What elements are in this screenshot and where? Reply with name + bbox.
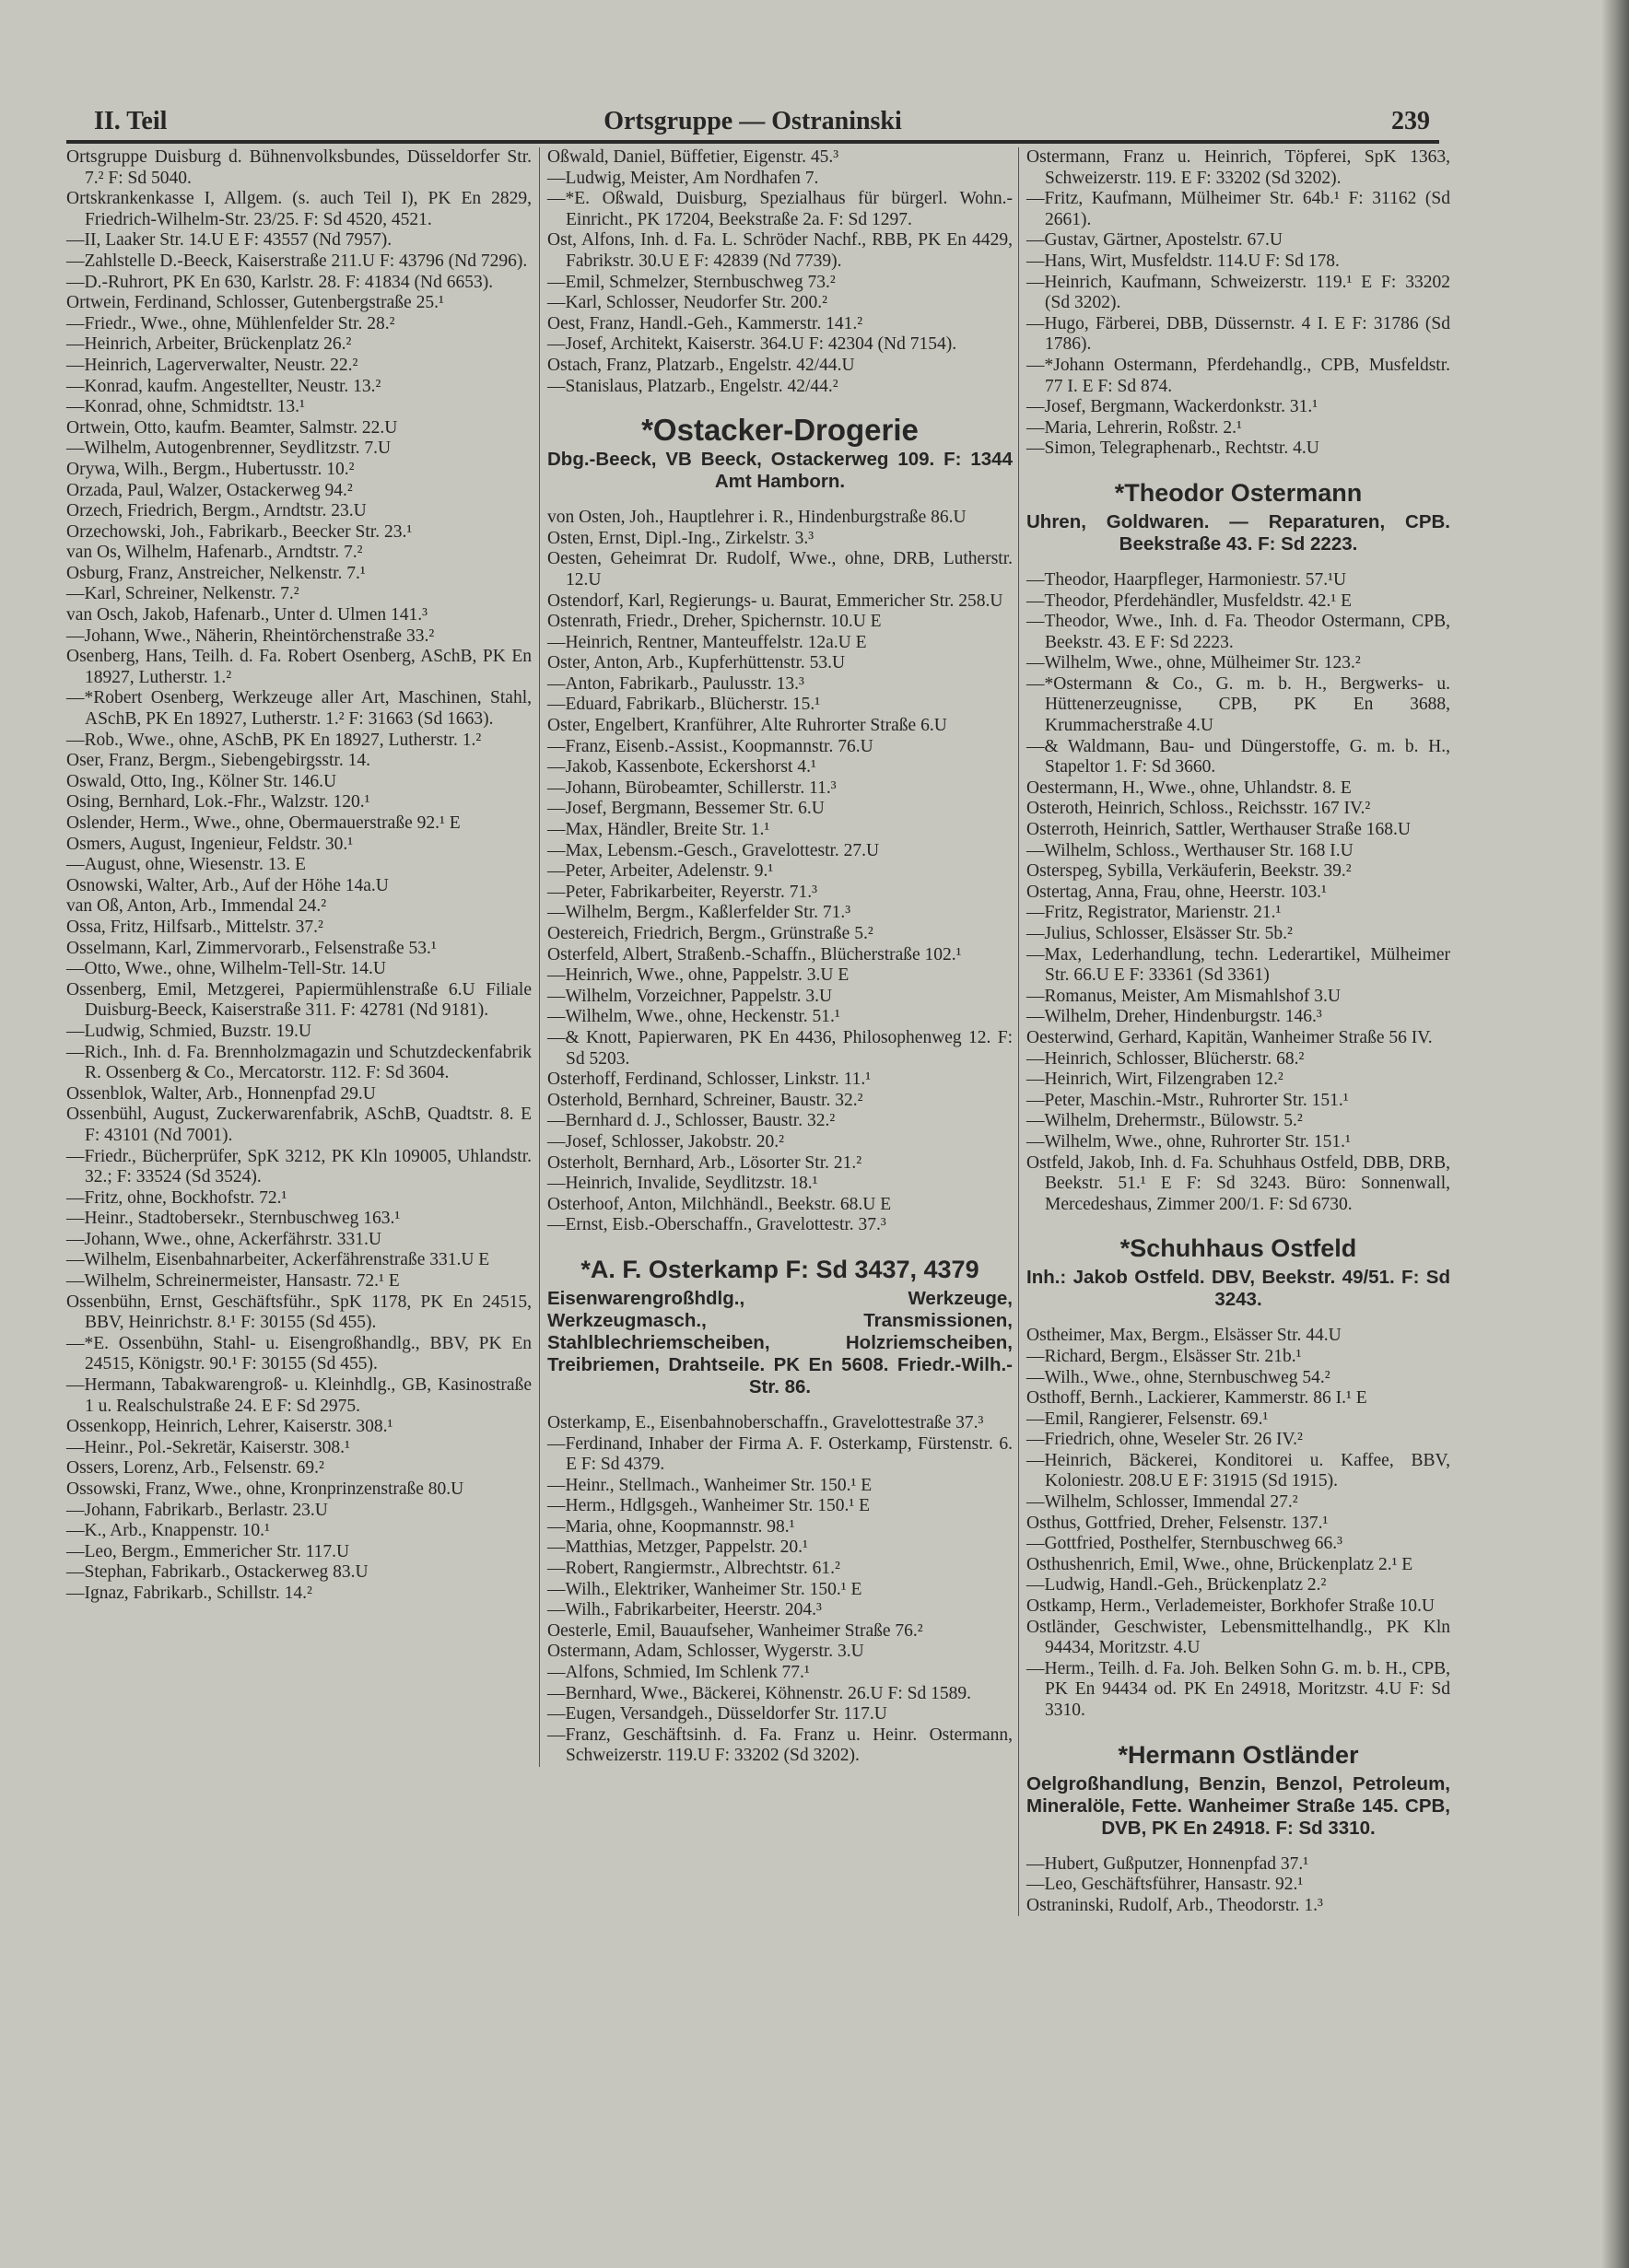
ad-body: Eisenwarengroßhdlg., Werkzeuge, Werkzeugmasch., Transmissionen, Stahlblechriemscheiben, Holzriemscheiben, Treibriemen, Drahtseile. PK En 5608. Friedr.-Wilh.-Str. 86. (547, 1287, 1013, 1397)
directory-entry: —Bernhard, Wwe., Bäckerei, Köhnenstr. 26.U F: Sd 1589. (547, 1683, 971, 1703)
directory-entry: —Wilh., Fabrikarbeiter, Heerstr. 204.³ (547, 1600, 822, 1620)
directory-entry: —Maria, ohne, Koopmannstr. 98.¹ (547, 1516, 795, 1537)
directory-entry: Osburg, Franz, Anstreicher, Nelkenstr. 7.¹ (66, 563, 366, 583)
directory-entry: —Rob., Wwe., ohne, ASchB, PK En 18927, Lutherstr. 1.² (66, 730, 482, 750)
directory-entry: —Wilh., Elektriker, Wanheimer Str. 150.¹ E (547, 1579, 862, 1599)
directory-entry: —Josef, Bergmann, Wackerdonkstr. 31.¹ (1026, 397, 1318, 417)
advertisement (1026, 1736, 1450, 1840)
directory-entry: —Zahlstelle D.-Beeck, Kaiserstraße 211.U F: 43796 (Nd 7296). (66, 251, 528, 271)
directory-entry: Ost, Alfons, Inh. d. Fa. L. Schröder Nachf., RBB, PK En 4429, Fabrikstr. 30.U E F: 42839 (Nd 7739). (547, 230, 1013, 271)
directory-entry: —Johann, Bürobeamter, Schillerstr. 11.³ (547, 777, 837, 798)
directory-entry: —Friedrich, ohne, Weseler Str. 26 IV.² (1026, 1430, 1303, 1450)
directory-entry: Oster, Anton, Arb., Kupferhüttenstr. 53.U (547, 653, 846, 673)
directory-entry: Orzech, Friedrich, Bergm., Arndtstr. 23.U (66, 501, 367, 521)
directory-entry: Osten, Ernst, Dipl.-Ing., Zirkelstr. 3.³ (547, 528, 814, 548)
directory-entry: —Wilhelm, Bergm., Kaßlerfelder Str. 71.³ (547, 903, 851, 923)
directory-entry: Ostraninski, Rudolf, Arb., Theodorstr. 1.³ (1026, 1895, 1323, 1915)
directory-entry: Osteroth, Heinrich, Schloss., Reichsstr. 167 IV.² (1026, 799, 1371, 819)
directory-entry: Orzechowski, Joh., Fabrikarb., Beecker Str. 23.¹ (66, 521, 413, 542)
directory-entry: —Franz, Geschäftsinh. d. Fa. Franz u. Heinr. Ostermann, Schweizerstr. 119.U F: 33202 (Sd 3202). (547, 1724, 1013, 1766)
directory-entry: Ostkamp, Herm., Verlademeister, Borkhofer Straße 10.U (1026, 1596, 1435, 1617)
directory-entry: —Josef, Architekt, Kaiserstr. 364.U F: 42304 (Nd 7154). (547, 334, 957, 355)
ad-body: Uhren, Goldwaren. — Reparaturen, CPB. Beekstraße 43. F: Sd 2223. (1026, 510, 1450, 555)
directory-entry: —Maria, Lehrerin, Roßstr. 2.¹ (1026, 417, 1242, 438)
advertisement (547, 1251, 1013, 1398)
directory-entry: —Herm., Teilh. d. Fa. Joh. Belken Sohn G. m. b. H., CPB, PK En 94434 od. PK En 24918, Moritzstr. 4.U F: Sd 3310. (1026, 1658, 1450, 1720)
directory-entry: —Bernhard d. J., Schlosser, Baustr. 32.² (547, 1111, 836, 1131)
directory-entry: Oster, Engelbert, Kranführer, Alte Ruhrorter Straße 6.U (547, 716, 947, 736)
directory-entry: —Hugo, Färberei, DBB, Düssernstr. 4 I. E F: 31786 (Sd 1786). (1026, 313, 1450, 355)
directory-entry: —Heinrich, Bäckerei, Konditorei u. Kaffee, BBV, Koloniestr. 208.U E F: 31915 (Sd 1915). (1026, 1450, 1450, 1491)
advertisement (547, 412, 1013, 493)
directory-entry: —Karl, Schlosser, Neudorfer Str. 200.² (547, 293, 828, 313)
directory-entry: Oßwald, Daniel, Büffetier, Eigenstr. 45.³ (547, 147, 839, 167)
directory-entry: —Fritz, ohne, Bockhofstr. 72.¹ (66, 1187, 287, 1208)
ad-title: *A. F. Osterkamp F: Sd 3437, 4379 (580, 1255, 979, 1283)
directory-entry: —*E. Ossenbühn, Stahl- u. Eisengroßhandlg., BBV, PK En 24515, Königstr. 90.¹ F: 30155 (Sd 455). (66, 1333, 532, 1374)
directory-entry: van Osch, Jakob, Hafenarb., Unter d. Ulmen 141.³ (66, 605, 428, 625)
ad-body: Oelgroßhandlung, Benzin, Benzol, Petroleum, Mineralöle, Fette. Wanheimer Straße 145. CPB, DVB, PK En 24918. F: Sd 3310. (1026, 1772, 1450, 1839)
directory-entry: Ossenblok, Walter, Arb., Honnenpfad 29.U (66, 1083, 376, 1104)
directory-entry: Osterkamp, E., Eisenbahnoberschaffn., Gravelottestraße 37.³ (547, 1412, 984, 1432)
directory-entry: —Heinrich, Arbeiter, Brückenplatz 26.² (66, 334, 352, 355)
directory-entry: Oser, Franz, Bergm., Siebengebirgsstr. 14. (66, 751, 370, 771)
directory-entry: —Hans, Wirt, Musfeldstr. 114.U F: Sd 178. (1026, 251, 1340, 271)
directory-entry: —Friedr., Bücherprüfer, SpK 3212, PK Kln 109005, Uhlandstr. 32.; F: 33524 (Sd 3524). (66, 1146, 532, 1187)
directory-entry: —Emil, Rangierer, Felsenstr. 69.¹ (1026, 1409, 1269, 1429)
directory-entry: —Heinrich, Kaufmann, Schweizerstr. 119.¹ E F: 33202 (Sd 3202). (1026, 272, 1450, 313)
directory-entry: Ossa, Fritz, Hilfsarb., Mittelstr. 37.² (66, 917, 323, 937)
directory-entry: Osing, Bernhard, Lok.-Fhr., Walzstr. 120.¹ (66, 792, 370, 813)
directory-entry: —Ernst, Eisb.-Oberschaffn., Gravelottestr. 37.³ (547, 1215, 886, 1235)
directory-entry: Oesten, Geheimrat Dr. Rudolf, Wwe., ohne, DRB, Lutherstr. 12.U (547, 549, 1013, 590)
directory-entry: Osterhoof, Anton, Milchhändl., Beekstr. 68.U E (547, 1194, 892, 1214)
directory-entry: von Osten, Joh., Hauptlehrer i. R., Hindenburgstraße 86.U (547, 508, 967, 528)
directory-entry: —Konrad, ohne, Schmidtstr. 13.¹ (66, 397, 305, 417)
directory-entry: —Wilh., Wwe., ohne, Sternbuschweg 54.² (1026, 1367, 1330, 1387)
directory-entry: —Hubert, Gußputzer, Honnenpfad 37.¹ (1026, 1853, 1309, 1874)
directory-entry: —Wilhelm, Schloss., Werthauser Str. 168 I.U (1026, 840, 1354, 860)
directory-entry: —Wilhelm, Wwe., ohne, Heckenstr. 51.¹ (547, 1007, 840, 1027)
directory-entry: Ossenbühn, Ernst, Geschäftsführ., SpK 1178, PK En 24515, BBV, Heinrichstr. 8.¹ F: 30155 (Sd 455). (66, 1292, 532, 1333)
directory-entry: —Heinr., Stellmach., Wanheimer Str. 150.¹ E (547, 1475, 873, 1495)
directory-entry: Orywa, Wilh., Bergm., Hubertusstr. 10.² (66, 459, 355, 479)
section-label: II. Teil (94, 107, 168, 135)
ad-title: *Schuhhaus Ostfeld (1119, 1234, 1357, 1263)
directory-entry: —Romanus, Meister, Am Mismahlshof 3.U (1026, 986, 1342, 1006)
directory-entry: —Josef, Bergmann, Bessemer Str. 6.U (547, 799, 825, 819)
directory-entry: —Wilhelm, Wwe., ohne, Mülheimer Str. 123.² (1026, 653, 1361, 673)
directory-entry: Oest, Franz, Handl.-Geh., Kammerstr. 141.² (547, 313, 863, 333)
directory-entry: —Otto, Wwe., ohne, Wilhelm-Tell-Str. 14.U (66, 959, 387, 979)
directory-entry: —Richard, Bergm., Elsässer Str. 21b.¹ (1026, 1346, 1302, 1366)
directory-entry: —Julius, Schlosser, Elsässer Str. 5b.² (1026, 924, 1293, 943)
directory-entry: —Rich., Inh. d. Fa. Brennholzmagazin und Schutzdeckenfabrik R. Ossenberg & Co., Mercatorstr. 112. F: Sd 3604. (66, 1042, 532, 1083)
directory-entry: Ortwein, Otto, kaufm. Beamter, Salmstr. 22.U (66, 417, 398, 438)
ad-body: Dbg.-Beeck, VB Beeck, Ostackerweg 109. F: 1344 Amt Hamborn. (547, 449, 1013, 493)
directory-entry: —Theodor, Wwe., Inh. d. Fa. Theodor Ostermann, CPB, Beekstr. 43. E F: Sd 2223. (1026, 612, 1450, 652)
directory-entry: —Eugen, Versandgeh., Düsseldorfer Str. 117.U (547, 1704, 887, 1724)
directory-entry: —Heinrich, Wwe., ohne, Pappelstr. 3.U E (547, 965, 850, 986)
directory-entry: Osthushenrich, Emil, Wwe., ohne, Brückenplatz 2.¹ E (1026, 1554, 1413, 1574)
directory-entry: —Heinrich, Rentner, Manteuffelstr. 12a.U E (547, 632, 867, 652)
directory-entry: —& Knott, Papierwaren, PK En 4436, Philosophenweg 12. F: Sd 5203. (547, 1027, 1013, 1069)
directory-entry: Ossenkopp, Heinrich, Lehrer, Kaiserstr. 308.¹ (66, 1417, 393, 1437)
directory-entry: van Oß, Anton, Arb., Immendal 24.² (66, 896, 327, 917)
directory-entry: Ostenrath, Friedr., Dreher, Spichernstr. 10.U E (547, 612, 882, 632)
directory-entry: Osterspeg, Sybilla, Verkäuferin, Beekstr. 39.² (1026, 861, 1352, 882)
directory-entry: Osthoff, Bernh., Lackierer, Kammerstr. 86 I.¹ E (1026, 1388, 1367, 1409)
directory-entry: —Leo, Geschäftsführer, Hansastr. 92.¹ (1026, 1875, 1304, 1895)
directory-entry: Ortskrankenkasse I, Allgem. (s. auch Teil I), PK En 2829, Friedrich-Wilhelm-Str. 23/25. F: Sd 4520, 4521. (66, 189, 532, 229)
directory-entry: Ossenbühl, August, Zuckerwarenfabrik, ASchB, Quadtstr. 8. E F: 43101 (Nd 7001). (66, 1105, 532, 1145)
directory-entry: Oslender, Herm., Wwe., ohne, Obermauerstraße 92.¹ E (66, 813, 461, 833)
directory-entry: Oswald, Otto, Ing., Kölner Str. 146.U (66, 771, 337, 791)
directory-entry: Ostländer, Geschwister, Lebensmittelhandlg., PK Kln 94434, Moritzstr. 4.U (1026, 1617, 1450, 1658)
directory-entry: Ostermann, Franz u. Heinrich, Töpferei, SpK 1363, Schweizerstr. 119. E F: 33202 (Sd 3202). (1026, 147, 1450, 188)
directory-entry: van Os, Wilhelm, Hafenarb., Arndtstr. 7.² (66, 543, 363, 563)
directory-entry: —Wilhelm, Drehermstr., Bülowstr. 5.² (1026, 1111, 1303, 1131)
directory-entry: Ostertag, Anna, Frau, ohne, Heerstr. 103.¹ (1026, 882, 1327, 902)
directory-entry: —Konrad, kaufm. Angestellter, Neustr. 13.² (66, 376, 381, 396)
directory-entry: —Simon, Telegraphenarb., Rechtstr. 4.U (1026, 438, 1319, 459)
directory-entry: Osnowski, Walter, Arb., Auf der Höhe 14a.U (66, 875, 389, 895)
directory-entry: —Peter, Arbeiter, Adelenstr. 9.¹ (547, 861, 774, 882)
directory-entry: —Heinrich, Schlosser, Blücherstr. 68.² (1026, 1048, 1305, 1069)
directory-entry: Osterhoff, Ferdinand, Schlosser, Linkstr. 11.¹ (547, 1070, 872, 1090)
scan-edge (1601, 0, 1629, 2268)
ad-title: *Hermann Ostländer (1118, 1740, 1359, 1769)
directory-entry: Ortwein, Ferdinand, Schlosser, Gutenbergstraße 25.¹ (66, 293, 444, 313)
ad-title: *Theodor Ostermann (1114, 478, 1363, 507)
directory-entry: Ostermann, Adam, Schlosser, Wygerstr. 3.U (547, 1642, 864, 1662)
directory-entry: —Franz, Eisenb.-Assist., Koopmannstr. 76.U (547, 736, 873, 756)
directory-entry: —Stanislaus, Platzarb., Engelstr. 42/44.² (547, 376, 838, 396)
directory-entry: Ostfeld, Jakob, Inh. d. Fa. Schuhhaus Ostfeld, DBB, DRB, Beekstr. 51.¹ E F: Sd 3243. Büro: Sonnenwall, Mercedeshaus, Zimmer 200/1. F: Sd 6730. (1026, 1152, 1450, 1214)
ad-body: Inh.: Jakob Ostfeld. DBV, Beekstr. 49/51. F: Sd 3243. (1026, 1267, 1450, 1311)
directory-entry: —Wilhelm, Autogenbrenner, Seydlitzstr. 7.U (66, 438, 392, 459)
directory-entry: —Heinrich, Lagerverwalter, Neustr. 22.² (66, 355, 358, 375)
directory-entry: —Eduard, Fabrikarb., Blücherstr. 15.¹ (547, 695, 821, 715)
directory-entry: —Heinr., Pol.-Sekretär, Kaiserstr. 308.¹ (66, 1437, 350, 1457)
directory-entry: Ossers, Lorenz, Arb., Felsenstr. 69.² (66, 1458, 324, 1479)
directory-entry: —Alfons, Schmied, Im Schlenk 77.¹ (547, 1663, 810, 1683)
directory-entry: —Anton, Fabrikarb., Paulusstr. 13.³ (547, 673, 804, 694)
directory-entry: —Matthias, Metzger, Pappelstr. 20.¹ (547, 1537, 808, 1558)
directory-entry: —Fritz, Registrator, Marienstr. 21.¹ (1026, 903, 1282, 923)
directory-entry: Ossenberg, Emil, Metzgerei, Papiermühlenstraße 6.U Filiale Duisburg-Beeck, Kaiserstraße 311. F: 42781 (Nd 9181). (66, 979, 532, 1021)
directory-entry: —Gustav, Gärtner, Apostelstr. 67.U (1026, 230, 1283, 251)
directory-entry: —Ferdinand, Inhaber der Firma A. F. Osterkamp, Fürstenstr. 6. E F: Sd 4379. (547, 1433, 1013, 1475)
directory-entry: —Johann, Wwe., Näherin, Rheintörchenstraße 33.² (66, 625, 435, 646)
running-title: Ortsgruppe — Ostraninski (604, 107, 902, 135)
directory-entry: —*Ostermann & Co., G. m. b. H., Bergwerks- u. Hüttenerzeugnisse, CPB, PK En 3688, Krummacherstraße 4.U (1026, 673, 1450, 736)
directory-entry: —Peter, Fabrikarbeiter, Reyerstr. 71.³ (547, 882, 817, 902)
directory-entry: Osterfeld, Albert, Straßenb.-Schaffn., Blücherstraße 102.¹ (547, 944, 962, 964)
advertisement (1026, 1230, 1450, 1311)
directory-entry: —Ludwig, Handl.-Geh., Brückenplatz 2.² (1026, 1575, 1327, 1596)
page-number: 239 (1391, 107, 1430, 135)
directory-entry: Osenberg, Hans, Teilh. d. Fa. Robert Osenberg, ASchB, PK En 18927, Lutherstr. 1.² (66, 647, 532, 687)
directory-entry: —Jakob, Kassenbote, Eckershorst 4.¹ (547, 757, 816, 777)
directory-entry: —August, ohne, Wiesenstr. 13. E (66, 855, 306, 875)
directory-entry: Ostendorf, Karl, Regierungs- u. Baurat, Emmericher Str. 258.U (547, 590, 1003, 611)
directory-entry: —Leo, Bergm., Emmericher Str. 117.U (66, 1541, 350, 1561)
column-2 (539, 147, 1013, 1767)
directory-entry: —Theodor, Pferdehändler, Musfeldstr. 42.¹ E (1026, 590, 1353, 611)
directory-entry: —Wilhelm, Eisenbahnarbeiter, Ackerfährenstraße 331.U E (66, 1250, 490, 1270)
directory-entry: —Josef, Schlosser, Jakobstr. 20.² (547, 1131, 784, 1152)
directory-entry: —Max, Lederhandlung, techn. Lederartikel, Mülheimer Str. 66.U E F: 33361 (Sd 3361) (1026, 944, 1450, 986)
directory-entry: —D.-Ruhrort, PK En 630, Karlstr. 28. F: 41834 (Nd 6653). (66, 272, 494, 292)
directory-entry: —Robert, Rangiermstr., Albrechtstr. 61.² (547, 1559, 840, 1579)
directory-entry: Oestermann, H., Wwe., ohne, Uhlandstr. 8. E (1026, 777, 1352, 798)
directory-entry: —Max, Lebensm.-Gesch., Gravelottestr. 27.U (547, 840, 880, 860)
ad-title: *Ostacker-Drogerie (641, 413, 919, 448)
column-1 (66, 147, 532, 1605)
directory-entry: —Fritz, Kaufmann, Mülheimer Str. 64b.¹ F: 31162 (Sd 2661). (1026, 189, 1450, 229)
directory-entry: —Wilhelm, Dreher, Hindenburgstr. 146.³ (1026, 1007, 1322, 1027)
directory-entry: —Wilhelm, Vorzeichner, Pappelstr. 3.U (547, 986, 833, 1006)
directory-entry: —Emil, Schmelzer, Sternbuschweg 73.² (547, 272, 836, 292)
directory-entry: —Johann, Fabrikarb., Berlastr. 23.U (66, 1500, 328, 1520)
directory-entry: —Wilhelm, Schlosser, Immendal 27.² (1026, 1492, 1298, 1513)
directory-entry: —*Johann Ostermann, Pferdehandlg., CPB, Musfeldstr. 77 I. E F: Sd 874. (1026, 355, 1450, 396)
directory-entry: Osmers, August, Ingenieur, Feldstr. 30.¹ (66, 834, 354, 854)
directory-entry: —Johann, Wwe., ohne, Ackerfährstr. 331.U (66, 1229, 381, 1249)
directory-entry: Osterholt, Bernhard, Arb., Lösorter Str. 21.² (547, 1152, 862, 1173)
directory-entry: —Karl, Schreiner, Nelkenstr. 7.² (66, 584, 299, 604)
directory-entry: —Heinrich, Invalide, Seydlitzstr. 18.¹ (547, 1174, 818, 1194)
directory-entry: —*Robert Osenberg, Werkzeuge aller Art, Maschinen, Stahl, ASchB, PK En 18927, Lutherstr. 1.² F: 31663 (Sd 1663). (66, 688, 532, 730)
directory-entry: —Hermann, Tabakwarengroß- u. Kleinhdlg., GB, Kasinostraße 1 u. Realschulstraße 24. E F: Sd 2975. (66, 1375, 532, 1416)
directory-entry: Osterroth, Heinrich, Sattler, Werthauser Straße 168.U (1026, 820, 1411, 840)
directory-entry: Ortsgruppe Duisburg d. Bühnenvolksbundes, Düsseldorfer Str. 7.² F: Sd 5040. (66, 147, 532, 188)
directory-entry: —Friedr., Wwe., ohne, Mühlenfelder Str. 28.² (66, 313, 395, 333)
directory-entry: —Ludwig, Schmied, Buzstr. 19.U (66, 1021, 311, 1041)
directory-entry: Oestereich, Friedrich, Bergm., Grünstraße 5.² (547, 924, 873, 943)
directory-entry: Ostach, Franz, Platzarb., Engelstr. 42/44.U (547, 355, 855, 375)
directory-entry: Oesterwind, Gerhard, Kapitän, Wanheimer Straße 56 IV. (1026, 1027, 1433, 1047)
directory-entry: Orzada, Paul, Walzer, Ostackerweg 94.² (66, 480, 353, 500)
directory-entry: —Wilhelm, Schreinermeister, Hansastr. 72.¹ E (66, 1271, 400, 1292)
directory-entry: —Peter, Maschin.-Mstr., Ruhrorter Str. 151.¹ (1026, 1090, 1349, 1110)
directory-entry: —Heinr., Stadtobersekr., Sternbuschweg 163.¹ (66, 1209, 401, 1229)
directory-entry: Osthus, Gottfried, Dreher, Felsenstr. 137.¹ (1026, 1513, 1329, 1533)
directory-entry: Osselmann, Karl, Zimmervorarb., Felsenstraße 53.¹ (66, 938, 437, 958)
directory-entry: —II, Laaker Str. 14.U E F: 43557 (Nd 7957). (66, 230, 393, 251)
page-header (66, 99, 1439, 144)
directory-entry: —Wilhelm, Wwe., ohne, Ruhrorter Str. 151.¹ (1026, 1131, 1351, 1152)
directory-entry: —Heinrich, Wirt, Filzengraben 12.² (1026, 1070, 1283, 1090)
directory-entry: —Theodor, Haarpfleger, Harmoniestr. 57.¹U (1026, 569, 1347, 590)
directory-entry: —Max, Händler, Breite Str. 1.¹ (547, 820, 770, 840)
directory-entry: Ossowski, Franz, Wwe., ohne, Kronprinzenstraße 80.U (66, 1479, 464, 1499)
directory-entry: Ostheimer, Max, Bergm., Elsässer Str. 44.U (1026, 1326, 1342, 1346)
directory-entry: —Herm., Hdlgsgeh., Wanheimer Str. 150.¹ E (547, 1496, 870, 1516)
directory-entry: —Gottfried, Posthelfer, Sternbuschweg 66.³ (1026, 1534, 1343, 1554)
directory-entry: —& Waldmann, Bau- und Düngerstoffe, G. m. b. H., Stapeltor 1. F: Sd 3660. (1026, 736, 1450, 777)
advertisement (1026, 474, 1450, 555)
directory-entry: —Ignaz, Fabrikarb., Schillstr. 14.² (66, 1583, 312, 1603)
directory-entry: Oesterle, Emil, Bauaufseher, Wanheimer Straße 76.² (547, 1620, 923, 1641)
directory-entry: —Stephan, Fabrikarb., Ostackerweg 83.U (66, 1562, 369, 1583)
column-3 (1018, 147, 1450, 1916)
directory-entry: —Ludwig, Meister, Am Nordhafen 7. (547, 168, 819, 188)
directory-entry: Osterhold, Bernhard, Schreiner, Baustr. 32.² (547, 1090, 863, 1110)
directory-entry: —*E. Oßwald, Duisburg, Spezialhaus für bürgerl. Wohn.-Einricht., PK 17204, Beekstraße 2a. F: Sd 1297. (547, 189, 1013, 229)
directory-entry: —K., Arb., Knappenstr. 10.¹ (66, 1521, 270, 1541)
